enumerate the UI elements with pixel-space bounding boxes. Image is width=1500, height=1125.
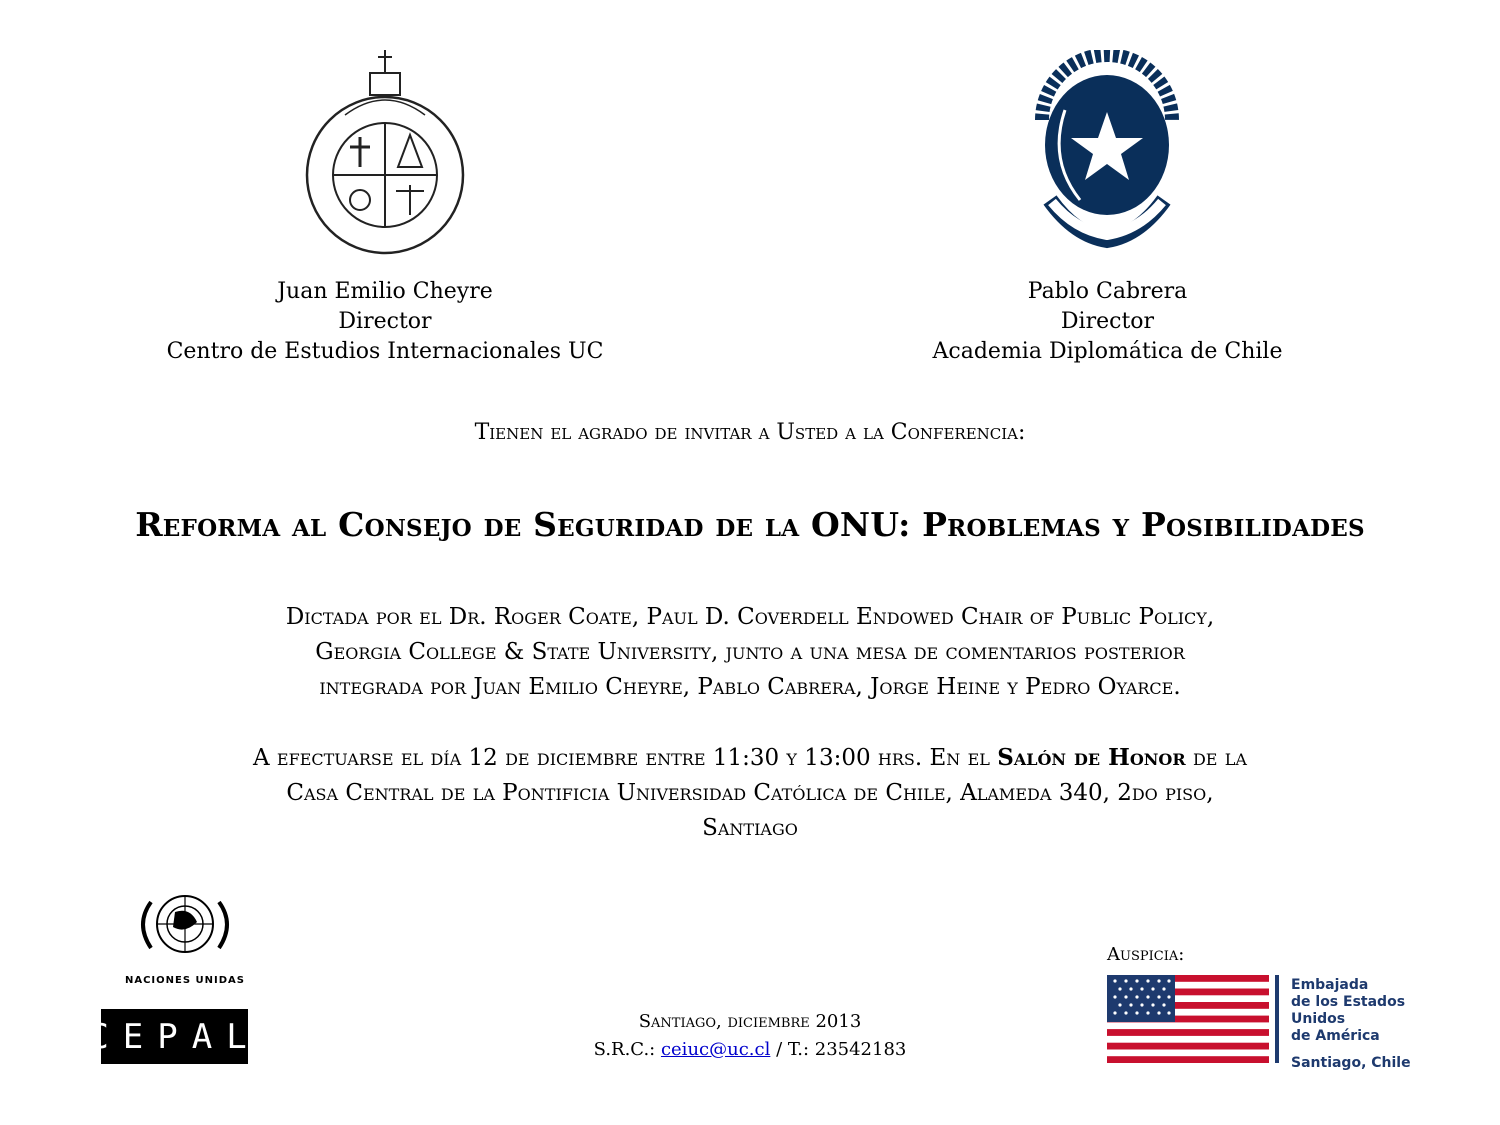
us-flag-icon	[1107, 975, 1269, 1063]
un-label: NACIONES UNIDAS	[124, 975, 245, 986]
sponsor-label: Auspicia:	[1107, 944, 1185, 965]
speaker-line-1: Dictada por el Dr. Roger Coate, Paul D. Coverdell Endowed Chair of Public Policy,	[285, 604, 1215, 630]
invitation-line: Tienen el agrado de invitar a Usted a la Conferencia:	[474, 420, 1026, 445]
host-right-role: Director	[1060, 309, 1155, 334]
us-embassy-logo	[1107, 975, 1457, 1071]
speaker-paragraph	[0, 600, 1500, 705]
src-label: S.R.C.:	[593, 1039, 661, 1060]
embassy-divider	[1275, 975, 1279, 1063]
embassy-city: Santiago, Chile	[1291, 1055, 1411, 1071]
host-right-org: Academia Diplomática de Chile	[932, 339, 1283, 364]
host-left	[130, 277, 640, 367]
event-line-1-start: A efectuarse el día 12 de diciembre entre 11:30 y 13:00 hrs. En el	[253, 745, 998, 771]
footer-date: Santiago, diciembre 2013	[638, 1011, 862, 1032]
host-right	[880, 277, 1335, 367]
host-right-name: Pablo Cabrera	[1027, 279, 1188, 304]
phone-text: / T.: 23542183	[770, 1039, 907, 1060]
event-line-1-end: de la	[1185, 745, 1247, 771]
venue-name: Salón de Honor	[997, 744, 1186, 771]
speaker-line-2: Georgia College & State University, junto a una mesa de comentarios posterior	[315, 639, 1185, 665]
uc-seal-logo	[300, 45, 470, 255]
academia-seal-logo	[1020, 50, 1195, 250]
embassy-line-3: de América	[1291, 1028, 1380, 1044]
united-nations-emblem-icon	[115, 882, 255, 967]
university-seal-icon	[300, 45, 470, 255]
footer-info	[500, 1008, 1000, 1064]
event-details	[0, 740, 1500, 846]
host-left-org: Centro de Estudios Internacionales UC	[166, 339, 604, 364]
embassy-text	[1291, 977, 1457, 1072]
diplomatic-academy-seal-icon	[1020, 50, 1195, 250]
conference-title: Reforma al Consejo de Seguridad de la ONU: Problemas y Posibilidades	[135, 505, 1365, 544]
embassy-line-2: de los Estados Unidos	[1291, 994, 1406, 1027]
event-line-2: Casa Central de la Pontificia Universidad Católica de Chile, Alameda 340, 2do piso,	[286, 780, 1214, 806]
un-logo	[115, 882, 255, 992]
footer-contact	[500, 1036, 1000, 1064]
host-left-name: Juan Emilio Cheyre	[277, 279, 493, 304]
event-line-1	[0, 740, 1500, 776]
cepal-label: CEPAL	[88, 1016, 261, 1057]
host-left-role: Director	[338, 309, 432, 334]
cepal-logo	[88, 1009, 261, 1064]
embassy-line-1: Embajada	[1291, 977, 1369, 993]
speaker-line-3: integrada por Juan Emilio Cheyre, Pablo Cabrera, Jorge Heine y Pedro Oyarce.	[319, 674, 1181, 700]
event-line-3: Santiago	[702, 815, 798, 841]
email-link[interactable]: ceiuc@uc.cl	[660, 1039, 771, 1060]
